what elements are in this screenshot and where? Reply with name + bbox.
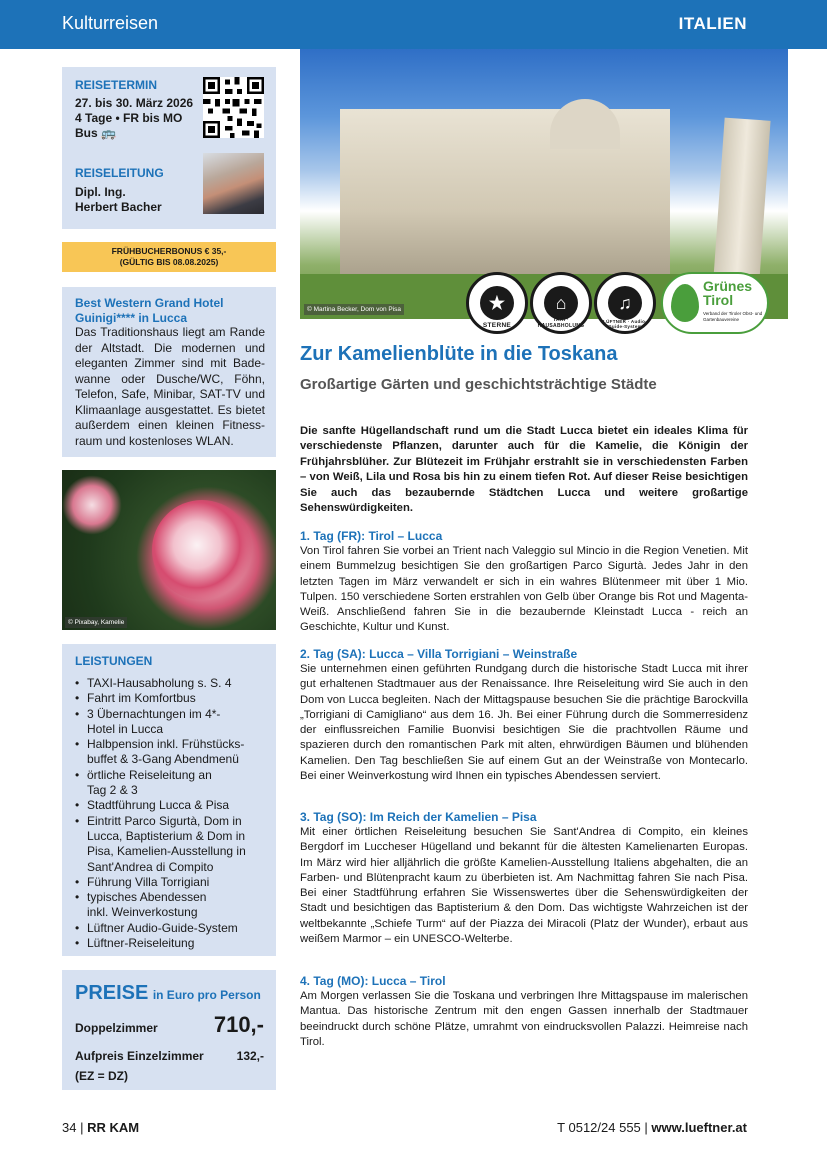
price-heading bbox=[75, 982, 261, 1005]
sterne-badge: ★ STERNE bbox=[466, 272, 528, 334]
termin-duration: 4 Tage • FR bis MO bbox=[75, 111, 183, 125]
qr-code[interactable] bbox=[203, 77, 264, 138]
price-title: PREISE bbox=[75, 982, 149, 1004]
list-item: • TAXI-Hausabholung s. S. 4 bbox=[75, 676, 260, 691]
bonus-line2: (GÜLTIG BIS 08.08.2025) bbox=[119, 257, 219, 267]
dz-price: 710,- bbox=[213, 1012, 264, 1037]
audio-guide-badge: ♫ LÜFTNER · Audio-Guide-System bbox=[594, 272, 656, 334]
dz-label: Doppelzimmer bbox=[75, 1021, 158, 1035]
day-text: Sie unternehmen einen geführten Rundgang durch die historische Stadt Lucca mit ihrer gut erhaltenen Stadtmauer aus der Renaissance. Ihre Reiseleitung wird Sie auch in den Dom von Lucca begleiten. Nach der Mittagspause besuchen Sie die prächtige Barockvilla „Torrigiani di Camigliano“ aus dem 16. Jh. Bei einer Führung durch die Sommerresidenz der einflussreichen Familie Buonvisi besichtigen Sie die prachtvollen Räume und spazieren durch den romantischen Park mit alten, ehrwürdigen Bäumen und blühenden Kamelien. Den Tag beschließen Sie auf einem Gut an der Weinstraße von Montecarlo. Bei einer Weinverkostung wird Ihnen ein typisches Abendessen serviert. bbox=[300, 663, 748, 783]
trip-code: RR KAM bbox=[87, 1120, 140, 1135]
intro-text: Die sanfte Hügellandschaft rund um die Stadt Lucca bietet ein ideales Klima für verschiedenste Pflanzen, darunter auch für die Kamelie, die Königin der Frühjahrsblüher. Zur Blütezeit im Frühjahr erstrahlt sie in verschiedensten Farben – von Weiß, Lila und Rosa bis hin zu einem tiefen Rot. Auf dieser Reise besichtigen Sie auch das bezaubernde Städtchen Lucca und weitere großartige Sehenswürdigkeiten. bbox=[300, 425, 748, 515]
price-subtitle: in Euro pro Person bbox=[152, 988, 261, 1002]
list-item: • Lüftner-Reiseleitung bbox=[75, 936, 260, 951]
photo-credit-main: © Martina Becker, Dom von Pisa bbox=[304, 304, 404, 315]
section-label: Kulturreisen bbox=[62, 13, 159, 33]
footer-contact: T 0512/24 555 | www.lueftner.at bbox=[557, 1120, 747, 1135]
leaf-icon bbox=[671, 284, 699, 322]
leader-photo bbox=[203, 153, 264, 214]
photo-credit-flower: © Pixabay, Kamelie bbox=[65, 617, 127, 628]
camellia-photo bbox=[62, 470, 276, 630]
termin-date: 27. bis 30. März 2026 bbox=[75, 96, 194, 110]
website-link[interactable]: www.lueftner.at bbox=[651, 1120, 747, 1135]
day-4 bbox=[300, 974, 748, 1050]
leistungen-list bbox=[75, 676, 260, 951]
leitung-title: REISELEITUNG bbox=[75, 166, 164, 180]
termin-title: REISETERMIN bbox=[75, 78, 158, 92]
page-title: Zur Kamelienblüte in die Toskana bbox=[300, 343, 618, 365]
day-title: 2. Tag (SA): Lucca – Villa Torrigiani – Weinstraße bbox=[300, 647, 578, 661]
day-text: Mit einer örtlichen Reiseleitung besuchen Sie Sant'Andrea di Compito, ein kleines Bergdorf im Luccheser Hügelland und bekannt für die ältesten Kamelienarten Europas. Im März wird hier alljährlich die größte Kamelien-Ausstellung Italiens abgehalten, die an Farben- und Blütenpracht kaum zu überbieten ist. Am Nachmittag fahren Sie nach Pisa. Bei einer Stadtführung erfahren Sie Wissenswertes über die Sehenswürdigkeiten der Stadt und besichtigen das Baptisterium & den Dom. Das wichtigste Wahrzeichen ist der weltbekannte „Schiefe Turm“ auf der Piazza dei Miracoli (Platz der Wunder), erbaut aus weißem Marmor – ein UNESCO-Welterbe. bbox=[300, 826, 748, 946]
day-2 bbox=[300, 647, 748, 784]
list-item: • Lüftner Audio-Guide-System bbox=[75, 921, 260, 936]
list-item: • 3 Übernachtungen im 4*-Hotel in Lucca bbox=[75, 707, 225, 738]
day-title: 3. Tag (SO): Im Reich der Kamelien – Pisa bbox=[300, 810, 537, 824]
day-text: Am Morgen verlassen Sie die Toskana und verbringen Ihre Mittagspause im malerischen Mantua. Das historische Zentrum mit den engen Gassen innerhalb der Stadtmauer beeindruckt durch schöne Plätze, umrahmt von eindrucksvollen Palazzi. Heimreise nach Tirol. bbox=[300, 990, 748, 1048]
day-title: 4. Tag (MO): Lucca – Tirol bbox=[300, 974, 446, 988]
termin-transport: Bus 🚌 bbox=[75, 126, 116, 140]
leistungen-box bbox=[62, 644, 276, 956]
star-icon: ★ bbox=[480, 286, 514, 320]
footer-page: 34 | RR KAM bbox=[62, 1120, 140, 1135]
page-subtitle: Großartige Gärten und geschichtsträchtige Städte bbox=[300, 376, 657, 393]
hotel-box bbox=[62, 287, 276, 457]
leader-degree: Dipl. Ing. bbox=[75, 185, 126, 199]
leistungen-title: LEISTUNGEN bbox=[75, 654, 153, 668]
list-item: • typisches Abendessen inkl. Weinverkostung bbox=[75, 890, 225, 921]
hotel-name: Best Western Grand Hotel Guinigi**** in Lucca bbox=[75, 296, 224, 325]
leader-name: Herbert Bacher bbox=[75, 200, 162, 214]
list-item: • Eintritt Parco Sigurtà, Dom in Lucca, Baptisterium & Dom in Pisa, Kamelien-Ausstellung in Sant'Andrea di Compito bbox=[75, 814, 260, 875]
bonus-line1: FRÜHBUCHERBONUS € 35,- bbox=[111, 246, 227, 256]
termin-info bbox=[75, 96, 193, 141]
phone-number: T 0512/24 555 bbox=[557, 1120, 641, 1135]
country-label: ITALIEN bbox=[678, 14, 747, 33]
day-text: Von Tirol fahren Sie vorbei an Trient nach Valeggio sul Mincio in die Region Venetien. Mit einem Bummelzug besichtigen Sie den großartigen Parco Sigurtà. Jedes Jahr in den letzten Tagen im März verwandelt er sich in ein wahres Blütenmeer mit über 1 Mio. Tulpen. 150 verschiedene Sorten erstrahlen von Gelb über Orange bis Rot und Magenta-Weiß. Anschließend fahren Sie in die bezaubernde Kleinstadt Lucca - reich an Geschichte, Kultur und Kunst. bbox=[300, 545, 748, 634]
house-icon: ⌂ bbox=[544, 286, 578, 320]
day-1 bbox=[300, 529, 748, 636]
list-item: • Stadtführung Lucca & Pisa bbox=[75, 798, 260, 813]
taxi-badge: ⌂ TAXI · HAUSABHOLUNG bbox=[530, 272, 592, 334]
page-number: 34 bbox=[62, 1120, 77, 1135]
day-title: 1. Tag (FR): Tirol – Lucca bbox=[300, 529, 443, 543]
day-3 bbox=[300, 810, 748, 947]
headphones-icon: ♫ bbox=[608, 286, 642, 320]
list-item: • örtliche Reiseleitung an Tag 2 & 3 bbox=[75, 768, 225, 799]
ez-price: 132,- bbox=[236, 1049, 264, 1063]
termin-box bbox=[62, 67, 276, 229]
hotel-description: Das Traditionshaus liegt am Rande der Altstadt. Die modernen und eleganten Zimmer sind mit Badewanne oder Dusche/WC, Föhn, Telefon, Safe, Minibar, SAT-TV und Klimaanlage ausgestattet. Es bietet außerdem einen kleinen Fitnessraum und kostenloses WLAN. bbox=[75, 325, 265, 448]
ez-label: Aufpreis Einzelzimmer (EZ = DZ) bbox=[75, 1049, 204, 1083]
leader-info bbox=[75, 185, 162, 215]
price-box bbox=[62, 970, 276, 1090]
early-bird-banner bbox=[62, 242, 276, 272]
page-header bbox=[0, 0, 827, 49]
list-item: • Halbpension inkl. Frühstücksbuffet & 3-Gang Abendmenü bbox=[75, 737, 260, 768]
list-item: • Führung Villa Torrigiani bbox=[75, 875, 260, 890]
list-item: • Fahrt im Komfortbus bbox=[75, 691, 260, 706]
gruenes-tirol-logo: Grünes Tirol Verband der Tiroler Obst- und Gartenbauvereine bbox=[661, 272, 769, 334]
